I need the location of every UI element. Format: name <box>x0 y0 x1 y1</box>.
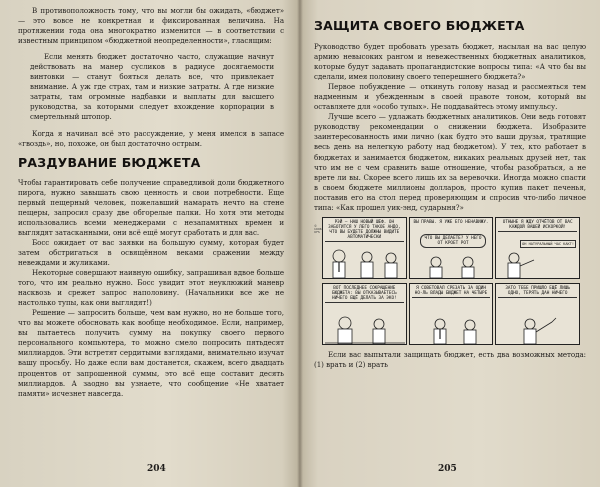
speech-bubble: ЧТО ВЫ ДЕЛАЕТЕ? У НЕГО ОТ КРОЕТ РОТ <box>420 234 487 248</box>
paragraph: Первое побуждение — откинуть голову назад и рассмеяться тем надменным и убежденным в своей правоте тоном, который вы оставляете для «особо тупых». Не поддавайтесь этому импульсу. <box>314 82 586 112</box>
comic-panel <box>322 217 407 279</box>
comic-panel <box>495 283 580 345</box>
paragraph: Лучше всего — удлажать бюджетных аналитиков. Они ведь готовят руководству рекомендации о снижении бюджета. Изобразите заинтересованность ими лично (как будто это ваши друзья, тратящие весь день на нелегкую работу над бюджетом). У тех, кто работает в бюджетах и занимается бюджетом, никаких реальных друзей нет, так что им не с чем сравнить ваше отношение, чтобы разобраться, а не врете ли вы. Скорее всего лишь их за веревочки. Иногда можно спасти в своем бюджете миллионы долларов, просто купив пакет печенья, поставив его на стол перед проверяющим и спросив что-либо личное типа: «Как прошел уик-энд, сударыня?» <box>314 112 586 212</box>
left-text-column <box>18 6 284 399</box>
sign-text: ОН НАТУРАЛЬНЫЙ ЧАС КАКТ! <box>522 241 575 246</box>
paragraph: В противоположность тому, что вы могли бы ожидать, «бюджет» — это вовсе не конкретная и фиксированная величина. На протяжении года она многократно изменится — в соответствии с известным принципом «бюджетной неопределенности», гласящим: <box>18 6 284 46</box>
comic-panel <box>322 283 407 345</box>
paragraph: Чтобы гарантировать себе получение справедливой доли бюджетного пирога, нужно завышать свою ценность и свои потребности. Еще первый пещерный человек, пожелавший намарать нечто на стене пещеры, запросил сразу две обгорелые палки. Но хотя эти методы использовались всеми менеджерами с незапамятных времен и выглядят затасканными, они всё ещё могут сработать и для вас. <box>18 177 284 237</box>
comic-panel <box>409 283 494 345</box>
paragraph: Босс ожидает от вас заявки на большую сумму, которая будет затем обстригаться в освящённом веками сражении между невеждами и жуликами. <box>18 237 284 267</box>
comic-panel <box>495 217 580 279</box>
speech-text: РЭЙ — НАШ НОВЫЙ ШЕФ. ОН ЗАБОТИТСЯ У ЛЕГО ТАКОЕ АНДО, ЧТО ВЫ БУДЕТЕ ДОЛЖНЫ ВИДИТЕ АВТОМАТИЧЕСКИ <box>325 220 404 242</box>
cartoon-figures-icon <box>410 254 494 278</box>
paragraph: Когда я начинал всё это рассуждение, у меня имелся в запасе «гвоздь», но, похоже, он был достаточно острым. <box>18 128 284 148</box>
speech-text: ВОТ ПОСЛЕДНЕЕ СОКРАЩЕНИЕ БЮДЖЕТА: ВЫ ОТКАЗЫВАЕТЕСЬ НИЧЕГО ЕЩЁ ДЕЛАТЬ ЗА ЭКО! <box>325 286 404 303</box>
speech-text: ВЫ ПРАВЫ. Я УЖЕ ЕГО НЕНАВИЖУ. <box>413 219 489 225</box>
speech-text: ЗАТО ТЕБЕ ПРИШЛО ЕЩЁ ЛИШЬ ОДНО, ТЕРЯТЬ ДАН НИЧЕГО <box>498 286 577 298</box>
comic-strip <box>314 217 580 345</box>
cartoon-figures-icon <box>410 314 494 344</box>
cartoon-figures-icon <box>500 250 550 278</box>
comic-panel <box>409 217 494 279</box>
speech-text: ОТНЫНЕ Я ЖДУ ОТЧЁТОВ ОТ ВАС КАЖДОЙ ВАШЕЙ ИСКОРКОЙ! <box>498 220 577 232</box>
right-text-column <box>314 6 586 370</box>
comic-row-top <box>322 217 580 279</box>
paragraph: Если вас выпытали защищать бюджет, есть два возможных метода: (1) врать и (2) врать <box>314 349 586 369</box>
right-page <box>300 0 600 487</box>
comic-copyright: © 1996 UFS <box>314 223 322 235</box>
page-number: 204 <box>147 464 166 474</box>
section-heading: РАЗДУВАНИЕ БЮДЖЕТА <box>18 154 201 170</box>
section-heading: ЗАЩИТА СВОЕГО БЮДЖЕТА <box>314 18 525 33</box>
book-gutter <box>297 0 303 487</box>
comic-row-bottom <box>322 283 580 345</box>
quote-paragraph: Если менять бюджет достаточно часто, служащие начнут действовать на манер сусликов в радиусе досягаемости винтовки — станут бояться делать все, что привлекает внимание. А уж где страх, там и низкие затраты. А где низкие затраты, там огромные надбавки и выплаты для высшего руководства, за которыми следует вхождение корпорации в смертельный штопор. <box>30 52 274 122</box>
cartoon-figures-icon <box>323 244 407 278</box>
cartoon-figures-icon <box>496 314 580 344</box>
speech-text: Я СОВЕТОВАЛ СРЕЗАТЬ ЗА ОДИН НО-ЛЬ ВЛАДЫ БЮДЖЕТ НА ЧЕТЫРЕ <box>412 286 491 298</box>
paragraph: Некоторые совершают наивную ошибку, запрашивая вдвое больше того, что им реально нужно. Босс увидит этот неуклюжий маневр насквозь и срежет запрос наполовину. (Начальники все же не настолько тупы, как они выглядят!) <box>18 268 284 308</box>
page-number: 205 <box>438 464 457 474</box>
paragraph: Руководство будет пробовать урезать бюджет, насылая на вас целую армию невысоких рангом и невежественных бюджетных аналитиков, которые будут задавать пропагандистские вопросы типа: «А что бы вы сделали, имея половину своего теперешнего бюджета?» <box>314 42 586 82</box>
cartoon-figures-icon <box>323 314 407 344</box>
paragraph: Решение — запросить больше, чем вам нужно, но не больше того, что вы можете обосновать как вообще необходимое. Если, например, вы пытаетесь получить сумму на покупку своего первого персонального компьютера, то можно смело попросить пятьдесят миллиардов. Эти встретят сердитыми взглядами, внимательно изучат вашу просьбу. Но даже если вам достанется, скажем, всего двадцать процентов от запрошенной суммы, это всё еще составит десять миллиардов. А заодно вы узнаете, что сообщение «Не хватает памяти» исчезнет навсегда. <box>18 308 284 398</box>
